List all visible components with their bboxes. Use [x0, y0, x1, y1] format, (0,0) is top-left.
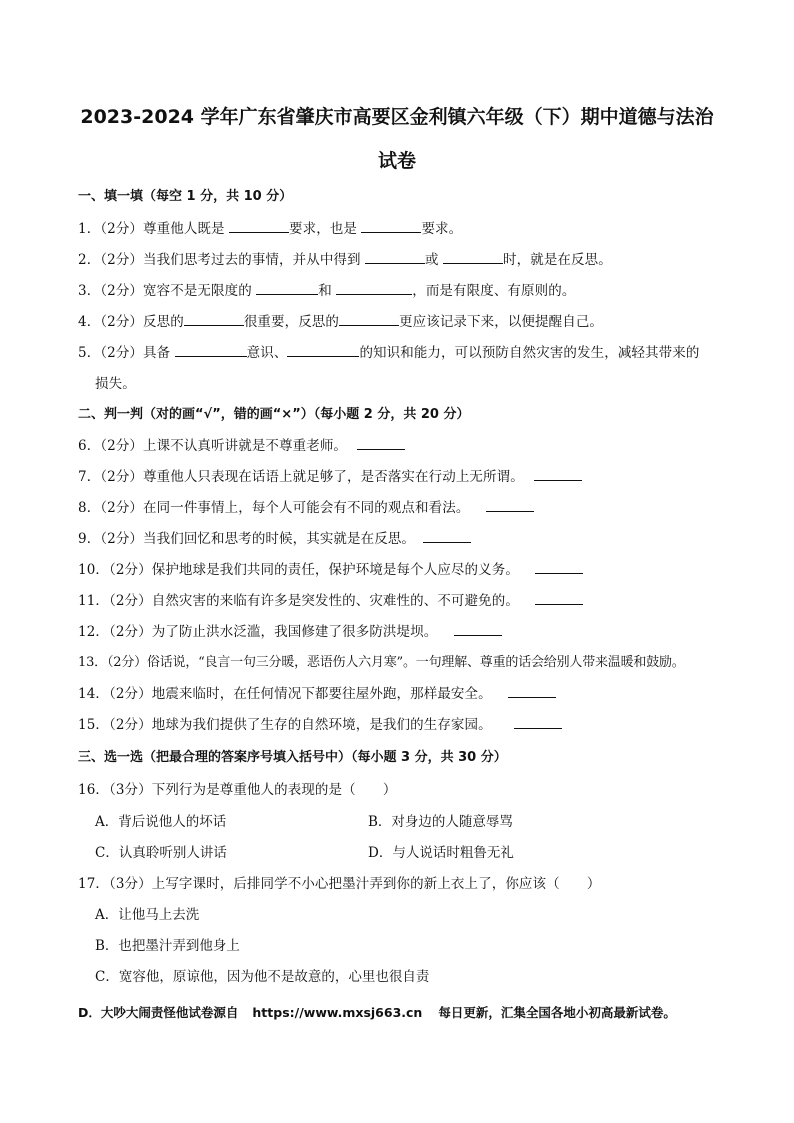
footer-source-line	[78, 1003, 676, 1021]
question-15: 15．（2分）地球为我们提供了生存的自然环境，是我们的生存家园。	[78, 713, 562, 733]
question-17: 17．（3分）上写字课时，后排同学不小心把墨汁弄到你的新上衣上了，你应该（ ）	[78, 876, 601, 892]
option-17-c[interactable]: C．宽容他，原谅他，因为他不是故意的，心里也很自责	[95, 969, 430, 985]
answer-blank[interactable]	[287, 344, 359, 357]
answer-blank[interactable]	[175, 344, 247, 357]
answer-blank[interactable]	[361, 220, 421, 233]
question-12: 12．（2分）为了防止洪水泛滥，我国修建了很多防洪堤坝。	[78, 620, 502, 640]
answer-blank[interactable]	[534, 468, 582, 481]
question-10: 10．（2分）保护地球是我们共同的责任，保护环境是每个人应尽的义务。	[78, 558, 583, 578]
answer-blank[interactable]	[357, 437, 405, 450]
question-11: 11．（2分）自然灾害的来临有许多是突发性的、灾难性的、不可避免的。	[78, 589, 583, 609]
question-16: 16．（3分）下列行为是尊重他人的表现的是（ ）	[78, 782, 397, 798]
answer-blank[interactable]	[486, 499, 534, 512]
question-8: 8．（2分）在同一件事情上，每个人可能会有不同的观点和看法。	[78, 496, 534, 516]
answer-blank[interactable]	[454, 623, 502, 636]
option-16-c[interactable]: C．认真聆听别人讲话	[95, 845, 227, 861]
answer-blank[interactable]	[443, 251, 503, 264]
exam-title-line2: 试卷	[377, 150, 416, 172]
answer-blank[interactable]	[535, 561, 583, 574]
section-judge-heading: 二、判一判（对的画“√”，错的画“×”）（每小题 2 分，共 20 分）	[78, 407, 470, 422]
question-1: 1．（2分）尊重他人既是 要求，也是 要求。	[78, 221, 463, 237]
source-label: 试卷源自	[188, 1005, 239, 1020]
question-6: 6．（2分）上课不认真听讲就是不尊重老师。	[78, 434, 405, 454]
question-13: 13．（2分）俗话说，“良言一句三分暖，恶语伤人六月寒”。一句理解、尊重的话会给别人带来温暖和鼓励。	[78, 655, 685, 670]
option-17-b[interactable]: B．也把墨汁弄到他身上	[95, 938, 240, 954]
question-5-line1: 5．（2分）具备 意识、 的知识和能力，可以预防自然灾害的发生，减轻其带来的	[78, 345, 700, 361]
answer-blank[interactable]	[423, 530, 471, 543]
footer-tagline: 每日更新，汇集全国各地小初高最新试卷。	[438, 1005, 676, 1020]
question-5-line2: 损失。	[95, 376, 136, 392]
section-choice-heading: 三、选一选（把最合理的答案序号填入括号中）（每小题 3 分，共 30 分）	[78, 750, 507, 765]
answer-blank[interactable]	[184, 313, 244, 326]
option-17-a[interactable]: A．让他马上去洗	[95, 907, 200, 923]
answer-blank[interactable]	[336, 282, 412, 295]
section-fill-heading: 一、填一填（每空 1 分，共 10 分）	[78, 189, 293, 204]
exam-title-line1: 2023-2024 学年广东省肇庆市高要区金利镇六年级（下）期中道德与法治	[80, 106, 714, 128]
option-16-a[interactable]: A．背后说他人的坏话	[95, 814, 227, 830]
question-9: 9．（2分）当我们回忆和思考的时候，其实就是在反思。	[78, 527, 471, 547]
question-3: 3．（2分）宽容不是无限度的 和 ，而是有限度、有原则的。	[78, 283, 576, 299]
question-14: 14．（2分）地震来临时，在任何情况下都要往屋外跑，那样最安全。	[78, 682, 556, 702]
answer-blank[interactable]	[535, 592, 583, 605]
source-link[interactable]: https://www.mxsj663.cn	[252, 1005, 423, 1020]
option-16-d[interactable]: D．与人说话时粗鲁无礼	[368, 845, 514, 861]
answer-blank[interactable]	[508, 685, 556, 698]
answer-blank[interactable]	[229, 220, 289, 233]
option-17-d[interactable]: D．大吵大闹责怪他	[78, 1005, 189, 1020]
answer-blank[interactable]	[514, 716, 562, 729]
question-7: 7．（2分）尊重他人只表现在话语上就足够了，是否落实在行动上无所谓。	[78, 465, 582, 485]
option-16-b[interactable]: B．对身边的人随意辱骂	[368, 814, 513, 830]
answer-blank[interactable]	[256, 282, 318, 295]
question-2: 2．（2分）当我们思考过去的事情，并从中得到 或 时，就是在反思。	[78, 252, 612, 268]
question-4: 4．（2分）反思的 很重要，反思的 更应该记录下来，以便提醒自己。	[78, 314, 604, 330]
answer-blank[interactable]	[365, 251, 425, 264]
answer-blank[interactable]	[339, 313, 399, 326]
